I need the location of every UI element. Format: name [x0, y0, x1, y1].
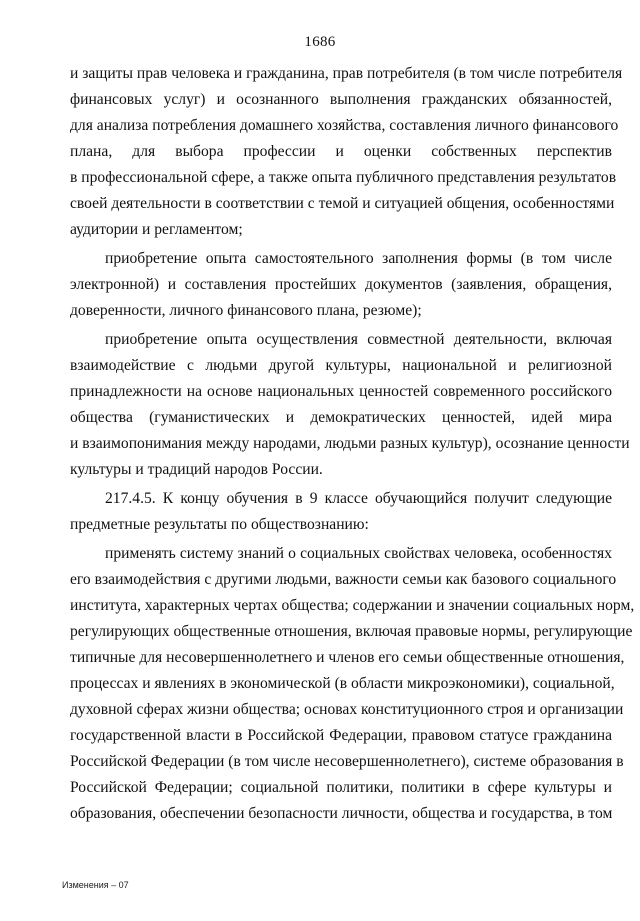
page-number: 1686 [304, 34, 336, 50]
text-line: в профессиональной сфере, а также опыта публичного представления результатов [70, 169, 617, 186]
text-line: государственной власти в Российской Федерации, правовом статусе гражданина [70, 727, 612, 744]
text-line: приобретение опыта осуществления совместной деятельности, включая [105, 331, 612, 348]
text-line: духовной сферах жизни общества; основах конституционного строя и организации [70, 701, 624, 718]
text-line: образования, обеспечении безопасности личности, общества и государства, в том [70, 805, 613, 822]
text-line: культуры и традиций народов России. [70, 461, 323, 478]
text-line: приобретение опыта самостоятельного заполнения формы (в том числе [105, 250, 612, 267]
text-line: Российской Федерации; социальной политики, политики в сфере культуры и [70, 779, 612, 796]
footer-revision-note: Изменения – 07 [62, 880, 129, 890]
text-line: аудитории и регламентом; [70, 221, 243, 238]
text-line: принадлежности на основе национальных ценностей современного российского [70, 383, 612, 400]
text-line: финансовых услуг) и осознанного выполнения гражданских обязанностей, [70, 91, 612, 108]
text-line: и защиты прав человека и гражданина, прав потребителя (в том числе потребителя [70, 65, 623, 82]
text-line: предметные результаты по обществознанию: [70, 516, 369, 533]
text-line: применять систему знаний о социальных свойствах человека, особенностях [105, 545, 612, 562]
text-line: общества (гуманистических и демократических ценностей, идей мира [70, 409, 612, 426]
text-line: и взаимопонимания между народами, людьми разных культур), осознание ценности [70, 435, 630, 452]
text-line: своей деятельности в соответствии с темой и ситуацией общения, особенностями [70, 195, 615, 212]
text-line: института, характерных чертах общества; содержании и значении социальных норм, [70, 597, 635, 614]
text-line: взаимодействие с людьми другой культуры, национальной и религиозной [70, 357, 612, 374]
text-line: 217.4.5. К концу обучения в 9 классе обучающийся получит следующие [105, 490, 612, 507]
text-line: типичные для несовершеннолетнего и членов его семьи общественные отношения, [70, 649, 625, 666]
text-line: процессах и явлениях в экономической (в области микроэкономики), социальной, [70, 675, 615, 692]
text-line: электронной) и составления простейших документов (заявления, обращения, [70, 276, 612, 293]
text-line: доверенности, личного финансового плана, резюме); [70, 302, 422, 319]
text-line: Российской Федерации (в том числе несовершеннолетнего), системе образования в [70, 753, 624, 770]
text-line: плана, для выбора профессии и оценки собственных перспектив [70, 143, 612, 160]
text-line: для анализа потребления домашнего хозяйства, составления личного финансового [70, 117, 619, 134]
text-line: регулирующих общественные отношения, включая правовые нормы, регулирующие [70, 623, 633, 640]
text-line: его взаимодействия с другими людьми, важности семьи как базового социального [70, 571, 617, 588]
